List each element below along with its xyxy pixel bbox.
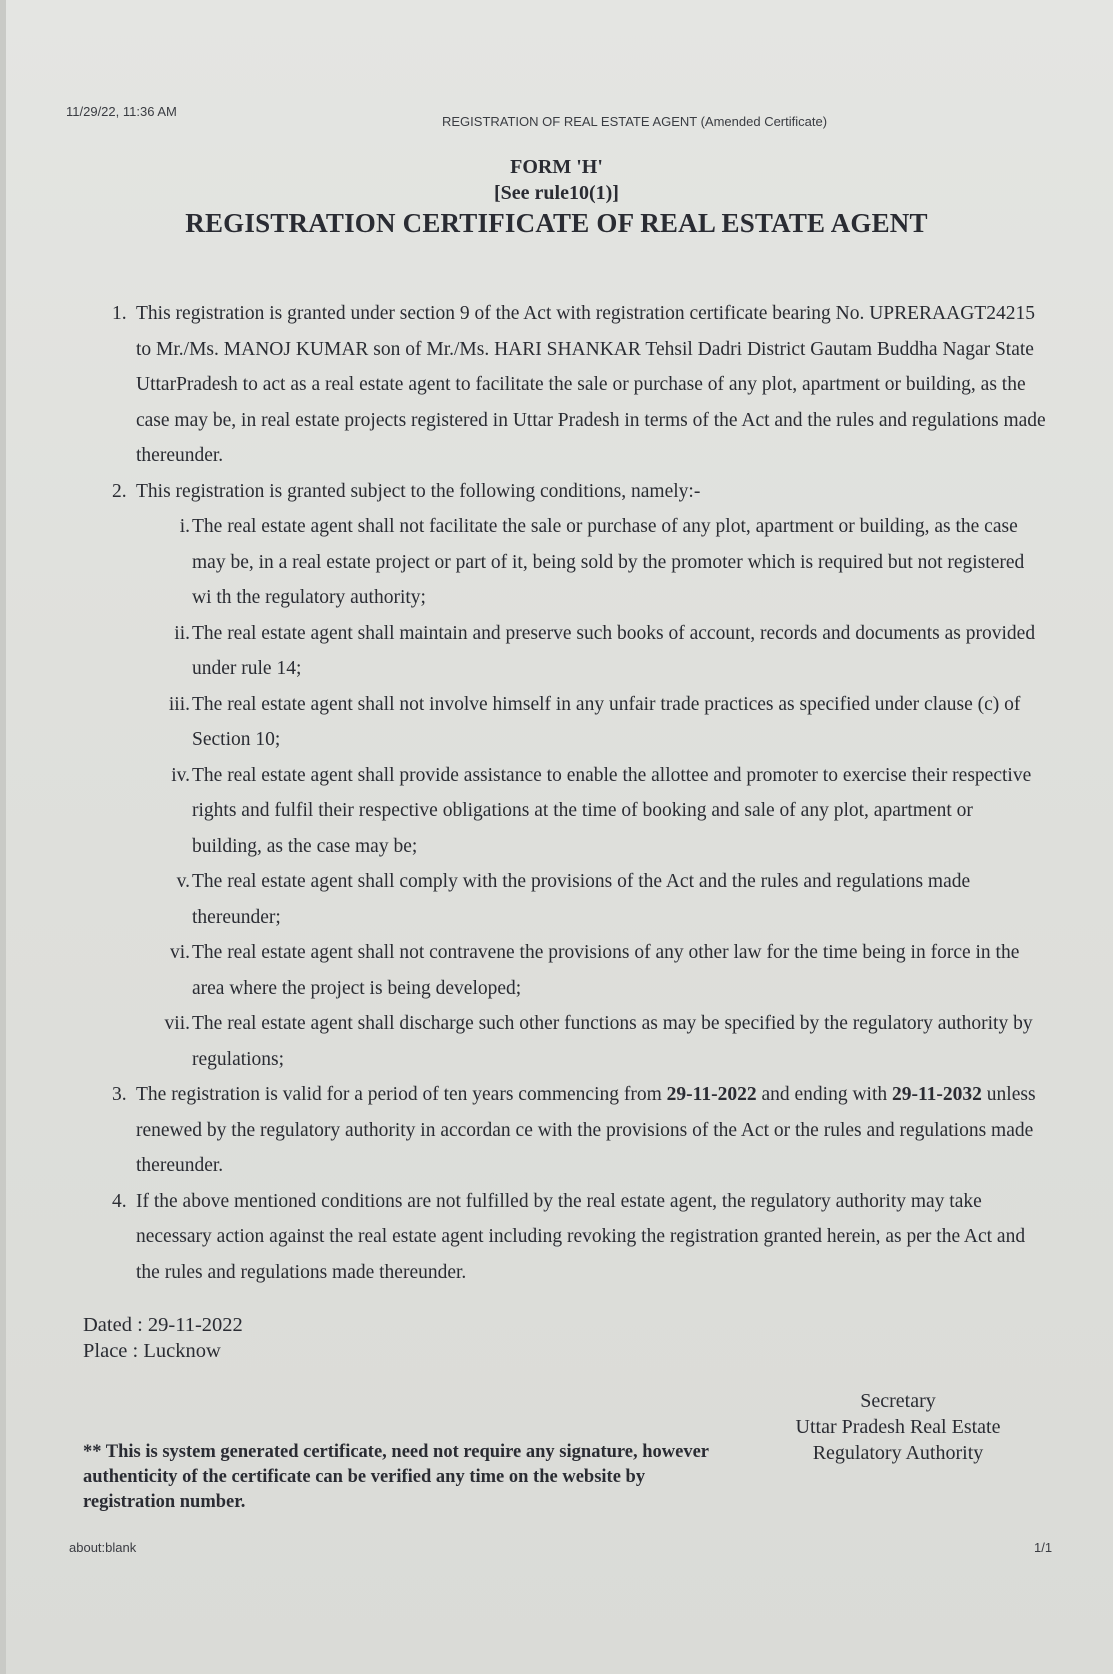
- clause-number: 3.: [112, 1084, 127, 1105]
- condition-number: vii.: [164, 1013, 190, 1034]
- condition-item: [112, 1006, 1047, 1077]
- condition-text: The real estate agent shall provide assistance to enable the allottee and promoter to exercise their respective rights and fulfil their respective obligations at the time of booking and sale of any plot, apartment or building, as the case may be;: [192, 764, 1032, 857]
- condition-number: i.: [179, 516, 190, 537]
- condition-number: ii.: [174, 622, 190, 644]
- print-footer-url: about:blank: [69, 1540, 137, 1555]
- condition-item: [112, 758, 1047, 865]
- print-doc-title: REGISTRATION OF REAL ESTATE AGENT (Amended Certificate): [442, 114, 828, 129]
- clause-text-a: The registration is valid for a period of ten years commencing from: [136, 1084, 667, 1105]
- certificate-title: REGISTRATION CERTIFICATE OF REAL ESTATE AGENT: [185, 208, 928, 238]
- signatory-block: [782, 1388, 1014, 1466]
- condition-number: vi.: [169, 942, 190, 963]
- condition-number: iv.: [171, 764, 190, 786]
- condition-number: v.: [176, 871, 190, 892]
- clause-text: This registration is granted under section 9 of the Act with registration certificate bearing No. UPRERAAGT24215 to Mr./Ms. MANOJ KUMAR son of Mr./Ms. HARI SHANKAR Tehsil Dadri District Gautam Buddha Nagar State UttarPradesh to act as a real estate agent to facilitate the sale or purchase of any plot, apartment or building, as the case may be, in real estate projects registered in Uttar Pradesh in terms of the Act and the rules and regulations made thereunder.: [136, 303, 1046, 466]
- condition-text: The real estate agent shall not facilitate the sale or purchase of any plot, apartment or building, as the case may be, in a real estate project or part of it, being sold by the promoter which is required but not registered wi th the regulatory authority;: [192, 516, 1025, 608]
- clause-text: If the above mentioned conditions are not fulfilled by the real estate agent, the regulatory authority may take necessary action against the real estate agent including revoking the registration granted herein, as per the Act and the rules and regulations made thereunder.: [136, 1190, 1026, 1283]
- condition-text: The real estate agent shall not involve himself in any unfair trade practices as specified under clause (c) of Section 10;: [192, 693, 1021, 750]
- clause-3: [112, 1077, 1047, 1184]
- condition-text: The real estate agent shall discharge such other functions as may be specified by the regulatory authority by regulations;: [192, 1013, 1033, 1070]
- condition-item: [112, 935, 1047, 1006]
- condition-text: The real estate agent shall comply with the provisions of the Act and the rules and regulations made thereunder;: [192, 871, 971, 928]
- clause-number: 4.: [112, 1190, 127, 1212]
- condition-item: [112, 616, 1047, 687]
- system-generated-note: ** This is system generated certificate, need not require any signature, however authenticity of the certificate can be verified any time on the website by registration number.: [83, 1442, 709, 1512]
- dated-line: Dated : 29-11-2022: [83, 1314, 243, 1336]
- condition-item: [112, 687, 1047, 758]
- condition-number: iii.: [168, 693, 190, 715]
- clause-text-b: and ending with: [756, 1084, 892, 1105]
- print-page-number: 1/1: [1034, 1540, 1053, 1555]
- condition-text: The real estate agent shall not contravene the provisions of any other law for the time being in force in the area where the project is being developed;: [192, 942, 1020, 999]
- date-place-block: [83, 1312, 243, 1364]
- clause-text-c: unless renewed by the regulatory authority in accordan ce with the provisions of the Act or the rules and regulations made thereunder.: [136, 1084, 1036, 1176]
- condition-item: [112, 864, 1047, 935]
- condition-item: [112, 509, 1047, 616]
- clause-4: [112, 1184, 1047, 1291]
- authority-line-2: Regulatory Authority: [812, 1442, 984, 1464]
- clause-number: 1.: [112, 303, 127, 324]
- signatory-title: Secretary: [860, 1390, 936, 1412]
- authority-line-1: Uttar Pradesh Real Estate: [795, 1416, 1001, 1438]
- clause-2: [112, 474, 1047, 510]
- clause-1: [112, 296, 1047, 474]
- conditions-list: [112, 509, 1047, 1077]
- page-edge-shadow: [0, 0, 6, 1674]
- clause-number: 2.: [112, 480, 127, 502]
- validity-start-date: 29-11-2022: [666, 1084, 757, 1105]
- form-number: FORM 'H': [510, 156, 603, 178]
- condition-text: The real estate agent shall maintain and preserve such books of account, records and documents as provided under rule 14;: [192, 622, 1036, 679]
- print-datetime: 11/29/22, 11:36 AM: [66, 104, 177, 119]
- place-line: Place : Lucknow: [83, 1340, 221, 1362]
- clause-text: This registration is granted subject to the following conditions, namely:-: [136, 480, 701, 502]
- validity-end-date: 29-11-2032: [892, 1084, 982, 1105]
- form-rule-reference: [See rule10(1)]: [494, 182, 619, 204]
- certificate-body: [112, 296, 1047, 1290]
